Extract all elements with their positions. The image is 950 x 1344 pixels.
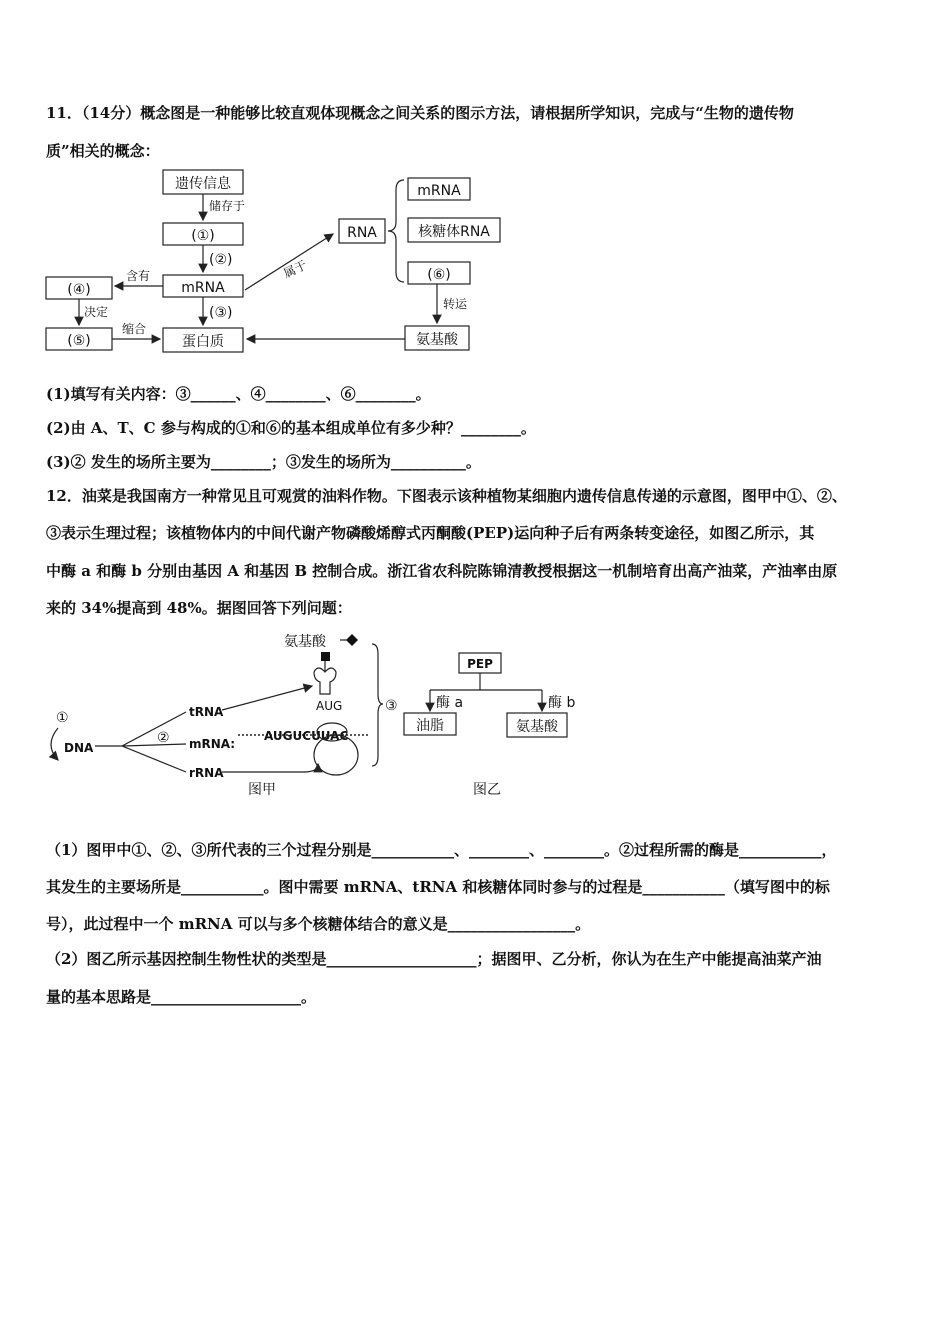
q12-line2: ③表示生理过程；该植物体内的中间代谢产物磷酸烯醇式丙酮酸(PEP)运向种子后有两条转变途径，如图乙所示，其 bbox=[46, 524, 815, 542]
jia-trna-label: tRNA bbox=[189, 705, 224, 719]
line-to-mrna bbox=[122, 744, 186, 746]
q11-sub2: (2)由 A、T、C 参与构成的①和⑥的基本组成单位有多少种？________。 bbox=[46, 419, 536, 437]
q12-line1: 12．油菜是我国南方一种常见且可观赏的油料作物。下图表示该种植物某细胞内遗传信息传递的示意图，图甲中①、②、 bbox=[46, 487, 847, 505]
q12-sub1-line3: 号），此过程中一个 mRNA 可以与多个核糖体结合的意义是_________________。 bbox=[46, 915, 591, 933]
q11-sub3: (3)② 发生的场所主要为________；③发生的场所为__________。 bbox=[46, 453, 481, 471]
figure-jia-yi bbox=[0, 628, 950, 808]
blank5-label: (⑤) bbox=[67, 333, 91, 349]
jia-mrna-label: mRNA: bbox=[189, 737, 236, 751]
stored-in-label: 储存于 bbox=[209, 199, 246, 213]
rna-label: RNA bbox=[347, 225, 377, 241]
q11-intro-line2: 质”相关的概念： bbox=[46, 142, 160, 160]
jia-dna-label: DNA bbox=[64, 741, 94, 755]
amino-diamond-icon bbox=[346, 634, 358, 646]
q12-sub2-line1: （2）图乙所示基因控制生物性状的类型是____________________；据图甲、乙分析，你认为在生产中能提高油菜产油 bbox=[46, 950, 822, 968]
amino-square-icon bbox=[321, 652, 330, 661]
blank2-label: (②) bbox=[209, 252, 233, 268]
yi-enzyme-b-label: 酶 b bbox=[548, 695, 576, 711]
mrna-right-label: mRNA bbox=[417, 183, 461, 199]
yi-enzyme-a-label: 酶 a bbox=[436, 695, 464, 711]
replication-arrow bbox=[51, 728, 58, 760]
protein-label: 蛋白质 bbox=[182, 334, 224, 350]
arrow-belongs bbox=[245, 234, 333, 290]
jia-circle1: ① bbox=[56, 710, 69, 726]
q12-sub1-line1: （1）图甲中①、②、③所代表的三个过程分别是___________、________、________。②过程所需的酶是___________， bbox=[46, 841, 837, 859]
yi-pep-label: PEP bbox=[467, 657, 493, 671]
q12-sub2-line2: 量的基本思路是____________________。 bbox=[46, 988, 317, 1006]
jia-circle2: ② bbox=[157, 730, 170, 746]
jia-brace bbox=[372, 644, 383, 766]
q12-line3: 中酶 a 和酶 b 分别由基因 A 和基因 B 控制合成。浙江省农科院陈锦清教授根据这一机制培育出高产油菜，产油率由原 bbox=[46, 562, 838, 580]
belongs-label: 属于 bbox=[281, 257, 310, 281]
blank1-label: (①) bbox=[191, 228, 215, 244]
line-to-rrna bbox=[122, 746, 186, 772]
jia-rrna-label: rRNA bbox=[189, 766, 224, 780]
condense-label: 缩合 bbox=[122, 322, 147, 336]
blank4-label: (④) bbox=[67, 282, 91, 298]
q12-sub1-line2: 其发生的主要场所是___________。图中需要 mRNA、tRNA 和核糖体同时参与的过程是___________（填写图中的标 bbox=[46, 878, 830, 896]
yi-fat-label: 油脂 bbox=[416, 718, 444, 734]
blank6-label: (⑥) bbox=[427, 267, 451, 283]
rrna-label: 核糖体RNA bbox=[418, 224, 490, 240]
amino-acid-label: 氨基酸 bbox=[416, 332, 458, 348]
q11-sub1: (1)填写有关内容：③______、④________、⑥________。 bbox=[46, 385, 431, 403]
trna-cloverleaf-icon bbox=[314, 661, 336, 694]
jia-amino-label: 氨基酸 bbox=[284, 634, 326, 650]
line-to-trna bbox=[122, 712, 186, 746]
yi-caption: 图乙 bbox=[473, 782, 501, 798]
jia-circle3: ③ bbox=[385, 698, 398, 714]
jia-seq-label: AUGUCUUAC bbox=[264, 729, 349, 743]
brace bbox=[388, 180, 404, 282]
transport-label: 转运 bbox=[443, 297, 468, 311]
genetic-info-label: 遗传信息 bbox=[175, 176, 231, 192]
jia-aug-label: AUG bbox=[316, 699, 343, 713]
contains-label: 含有 bbox=[126, 269, 151, 283]
rrna-arrow bbox=[222, 764, 318, 772]
q11-intro-line1: 11．（14分）概念图是一种能够比较直观体现概念之间关系的图示方法，请根据所学知识，完成与“生物的遗传物 bbox=[46, 104, 794, 122]
determines-label: 决定 bbox=[84, 305, 109, 319]
concept-map bbox=[0, 160, 950, 360]
yi-amino-label: 氨基酸 bbox=[516, 719, 558, 735]
mrna-center-label: mRNA bbox=[181, 280, 225, 296]
blank3-label: (③) bbox=[209, 305, 233, 321]
jia-caption: 图甲 bbox=[248, 782, 276, 798]
q12-line4: 来的 34%提高到 48%。据图回答下列问题： bbox=[46, 599, 352, 617]
trna-arrow bbox=[222, 686, 312, 710]
